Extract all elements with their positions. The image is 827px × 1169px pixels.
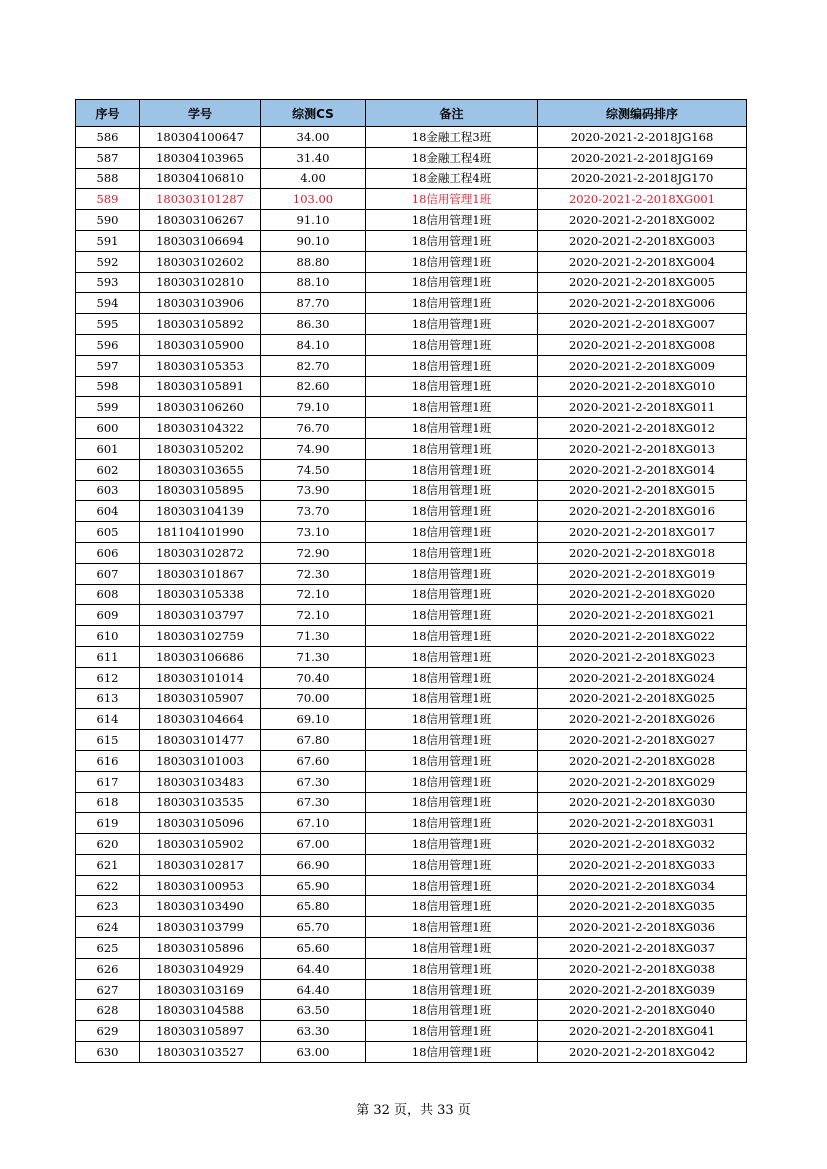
cell-student-id: 180303103655 (140, 459, 261, 480)
cell-code: 2020-2021-2-2018XG038 (538, 958, 747, 979)
table-row (76, 709, 747, 730)
cell-code: 2020-2021-2-2018XG002 (538, 210, 747, 231)
cell-score: 34.00 (261, 127, 366, 148)
table-row (76, 979, 747, 1000)
cell-code: 2020-2021-2-2018XG033 (538, 854, 747, 875)
table-row (76, 626, 747, 647)
cell-seq: 603 (76, 480, 140, 501)
table-row (76, 210, 747, 231)
cell-seq: 620 (76, 834, 140, 855)
cell-seq: 594 (76, 293, 140, 314)
cell-score: 71.30 (261, 626, 366, 647)
cell-note: 18信用管理1班 (366, 189, 538, 210)
cell-student-id: 180304100647 (140, 127, 261, 148)
table-row (76, 397, 747, 418)
cell-student-id: 180303103169 (140, 979, 261, 1000)
cell-note: 18信用管理1班 (366, 917, 538, 938)
cell-code: 2020-2021-2-2018XG028 (538, 750, 747, 771)
table-row (76, 1021, 747, 1042)
cell-student-id: 180304103965 (140, 147, 261, 168)
cell-student-id: 180303102872 (140, 542, 261, 563)
cell-student-id: 180303103797 (140, 605, 261, 626)
table-row (76, 230, 747, 251)
table-row (76, 938, 747, 959)
table-row (76, 563, 747, 584)
cell-seq: 591 (76, 230, 140, 251)
cell-score: 87.70 (261, 293, 366, 314)
cell-code: 2020-2021-2-2018XG006 (538, 293, 747, 314)
cell-seq: 599 (76, 397, 140, 418)
cell-note: 18信用管理1班 (366, 813, 538, 834)
table-row (76, 917, 747, 938)
cell-student-id: 180304106810 (140, 168, 261, 189)
cell-score: 71.30 (261, 646, 366, 667)
cell-score: 79.10 (261, 397, 366, 418)
cell-student-id: 180303103535 (140, 792, 261, 813)
cell-score: 82.60 (261, 376, 366, 397)
cell-student-id: 180303102817 (140, 854, 261, 875)
cell-note: 18信用管理1班 (366, 584, 538, 605)
cell-student-id: 180303105353 (140, 355, 261, 376)
cell-student-id: 180303103483 (140, 771, 261, 792)
cell-student-id: 181104101990 (140, 522, 261, 543)
cell-code: 2020-2021-2-2018XG032 (538, 834, 747, 855)
cell-code: 2020-2021-2-2018JG169 (538, 147, 747, 168)
cell-note: 18信用管理1班 (366, 1021, 538, 1042)
cell-seq: 625 (76, 938, 140, 959)
cell-code: 2020-2021-2-2018XG017 (538, 522, 747, 543)
table-row (76, 251, 747, 272)
cell-code: 2020-2021-2-2018XG001 (538, 189, 747, 210)
cell-score: 31.40 (261, 147, 366, 168)
cell-seq: 609 (76, 605, 140, 626)
cell-code: 2020-2021-2-2018XG018 (538, 542, 747, 563)
cell-note: 18信用管理1班 (366, 646, 538, 667)
cell-code: 2020-2021-2-2018XG031 (538, 813, 747, 834)
cell-seq: 597 (76, 355, 140, 376)
table-row (76, 834, 747, 855)
cell-student-id: 180303104929 (140, 958, 261, 979)
cell-seq: 586 (76, 127, 140, 148)
cell-seq: 619 (76, 813, 140, 834)
cell-code: 2020-2021-2-2018XG010 (538, 376, 747, 397)
cell-student-id: 180303103527 (140, 1042, 261, 1063)
cell-student-id: 180303104588 (140, 1000, 261, 1021)
cell-note: 18信用管理1班 (366, 480, 538, 501)
cell-score: 66.90 (261, 854, 366, 875)
table-row (76, 293, 747, 314)
cell-score: 84.10 (261, 334, 366, 355)
cell-student-id: 180303104664 (140, 709, 261, 730)
cell-student-id: 180303105891 (140, 376, 261, 397)
table-row (76, 314, 747, 335)
cell-score: 67.80 (261, 730, 366, 751)
cell-student-id: 180303102602 (140, 251, 261, 272)
cell-score: 65.60 (261, 938, 366, 959)
cell-score: 70.00 (261, 688, 366, 709)
cell-seq: 623 (76, 896, 140, 917)
cell-student-id: 180303101014 (140, 667, 261, 688)
cell-seq: 621 (76, 854, 140, 875)
cell-seq: 622 (76, 875, 140, 896)
cell-note: 18信用管理1班 (366, 667, 538, 688)
cell-seq: 598 (76, 376, 140, 397)
column-header-score: 综测CS (261, 100, 366, 127)
cell-note: 18信用管理1班 (366, 376, 538, 397)
cell-seq: 604 (76, 501, 140, 522)
cell-student-id: 180303106694 (140, 230, 261, 251)
cell-student-id: 180303105338 (140, 584, 261, 605)
table-body (76, 127, 747, 1063)
cell-note: 18金融工程4班 (366, 147, 538, 168)
cell-student-id: 180303102759 (140, 626, 261, 647)
cell-score: 69.10 (261, 709, 366, 730)
cell-score: 63.00 (261, 1042, 366, 1063)
cell-note: 18信用管理1班 (366, 293, 538, 314)
cell-code: 2020-2021-2-2018XG020 (538, 584, 747, 605)
cell-score: 65.90 (261, 875, 366, 896)
table-row (76, 147, 747, 168)
cell-student-id: 180303105907 (140, 688, 261, 709)
score-table (75, 99, 747, 1063)
table-row (76, 334, 747, 355)
table-row (76, 854, 747, 875)
cell-note: 18信用管理1班 (366, 230, 538, 251)
cell-student-id: 180303105902 (140, 834, 261, 855)
cell-code: 2020-2021-2-2018XG039 (538, 979, 747, 1000)
table-row (76, 355, 747, 376)
cell-code: 2020-2021-2-2018XG021 (538, 605, 747, 626)
cell-seq: 611 (76, 646, 140, 667)
cell-seq: 592 (76, 251, 140, 272)
cell-student-id: 180303100953 (140, 875, 261, 896)
cell-note: 18信用管理1班 (366, 334, 538, 355)
table-row (76, 480, 747, 501)
cell-note: 18信用管理1班 (366, 730, 538, 751)
cell-code: 2020-2021-2-2018XG011 (538, 397, 747, 418)
table-row (76, 542, 747, 563)
cell-code: 2020-2021-2-2018XG012 (538, 418, 747, 439)
cell-score: 73.70 (261, 501, 366, 522)
table-row (76, 459, 747, 480)
cell-code: 2020-2021-2-2018XG008 (538, 334, 747, 355)
cell-code: 2020-2021-2-2018XG015 (538, 480, 747, 501)
cell-note: 18信用管理1班 (366, 563, 538, 584)
column-header-student-id: 学号 (140, 100, 261, 127)
table-row (76, 272, 747, 293)
cell-seq: 595 (76, 314, 140, 335)
cell-code: 2020-2021-2-2018XG023 (538, 646, 747, 667)
cell-code: 2020-2021-2-2018XG040 (538, 1000, 747, 1021)
cell-score: 67.00 (261, 834, 366, 855)
cell-seq: 590 (76, 210, 140, 231)
column-header-note: 备注 (366, 100, 538, 127)
cell-note: 18信用管理1班 (366, 1000, 538, 1021)
cell-score: 90.10 (261, 230, 366, 251)
table-row (76, 646, 747, 667)
cell-student-id: 180303105896 (140, 938, 261, 959)
cell-seq: 612 (76, 667, 140, 688)
cell-note: 18信用管理1班 (366, 834, 538, 855)
cell-score: 88.80 (261, 251, 366, 272)
cell-score: 64.40 (261, 958, 366, 979)
table-row (76, 605, 747, 626)
cell-note: 18信用管理1班 (366, 958, 538, 979)
table-row (76, 438, 747, 459)
cell-note: 18信用管理1班 (366, 771, 538, 792)
cell-seq: 616 (76, 750, 140, 771)
cell-note: 18信用管理1班 (366, 875, 538, 896)
cell-seq: 589 (76, 189, 140, 210)
cell-score: 4.00 (261, 168, 366, 189)
column-header-code: 综测编码排序 (538, 100, 747, 127)
cell-note: 18信用管理1班 (366, 938, 538, 959)
cell-student-id: 180303105897 (140, 1021, 261, 1042)
table-row (76, 750, 747, 771)
table-row (76, 418, 747, 439)
table-row (76, 792, 747, 813)
cell-note: 18信用管理1班 (366, 792, 538, 813)
cell-note: 18信用管理1班 (366, 750, 538, 771)
cell-code: 2020-2021-2-2018XG022 (538, 626, 747, 647)
cell-score: 91.10 (261, 210, 366, 231)
cell-seq: 624 (76, 917, 140, 938)
cell-student-id: 180303104139 (140, 501, 261, 522)
table-header-row (76, 100, 747, 127)
cell-seq: 608 (76, 584, 140, 605)
cell-seq: 626 (76, 958, 140, 979)
cell-score: 67.30 (261, 771, 366, 792)
cell-note: 18信用管理1班 (366, 251, 538, 272)
cell-seq: 593 (76, 272, 140, 293)
cell-student-id: 180303106686 (140, 646, 261, 667)
cell-score: 103.00 (261, 189, 366, 210)
cell-note: 18信用管理1班 (366, 1042, 538, 1063)
cell-seq: 588 (76, 168, 140, 189)
cell-code: 2020-2021-2-2018XG026 (538, 709, 747, 730)
table-row (76, 1000, 747, 1021)
cell-student-id: 180303101003 (140, 750, 261, 771)
cell-code: 2020-2021-2-2018XG034 (538, 875, 747, 896)
cell-code: 2020-2021-2-2018XG041 (538, 1021, 747, 1042)
cell-seq: 600 (76, 418, 140, 439)
cell-code: 2020-2021-2-2018XG007 (538, 314, 747, 335)
cell-code: 2020-2021-2-2018XG004 (538, 251, 747, 272)
cell-code: 2020-2021-2-2018XG037 (538, 938, 747, 959)
cell-score: 67.30 (261, 792, 366, 813)
cell-score: 86.30 (261, 314, 366, 335)
cell-note: 18信用管理1班 (366, 272, 538, 293)
cell-code: 2020-2021-2-2018XG035 (538, 896, 747, 917)
cell-score: 65.70 (261, 917, 366, 938)
cell-seq: 629 (76, 1021, 140, 1042)
cell-code: 2020-2021-2-2018XG019 (538, 563, 747, 584)
cell-seq: 617 (76, 771, 140, 792)
cell-score: 64.40 (261, 979, 366, 1000)
cell-student-id: 180303102810 (140, 272, 261, 293)
table-row (76, 771, 747, 792)
cell-note: 18信用管理1班 (366, 459, 538, 480)
cell-student-id: 180303105096 (140, 813, 261, 834)
cell-score: 67.10 (261, 813, 366, 834)
cell-score: 73.10 (261, 522, 366, 543)
cell-seq: 610 (76, 626, 140, 647)
table-row (76, 813, 747, 834)
cell-seq: 606 (76, 542, 140, 563)
table-row (76, 522, 747, 543)
cell-code: 2020-2021-2-2018XG003 (538, 230, 747, 251)
table-row (76, 127, 747, 148)
cell-seq: 627 (76, 979, 140, 1000)
cell-seq: 618 (76, 792, 140, 813)
cell-seq: 587 (76, 147, 140, 168)
cell-note: 18信用管理1班 (366, 438, 538, 459)
cell-score: 72.30 (261, 563, 366, 584)
cell-seq: 630 (76, 1042, 140, 1063)
cell-seq: 615 (76, 730, 140, 751)
column-header-seq: 序号 (76, 100, 140, 127)
cell-note: 18信用管理1班 (366, 501, 538, 522)
cell-score: 74.50 (261, 459, 366, 480)
cell-score: 72.10 (261, 605, 366, 626)
cell-note: 18信用管理1班 (366, 522, 538, 543)
cell-code: 2020-2021-2-2018XG027 (538, 730, 747, 751)
table-row (76, 584, 747, 605)
cell-score: 72.10 (261, 584, 366, 605)
cell-student-id: 180303106260 (140, 397, 261, 418)
cell-score: 82.70 (261, 355, 366, 376)
cell-student-id: 180303101477 (140, 730, 261, 751)
cell-score: 76.70 (261, 418, 366, 439)
cell-student-id: 180303105895 (140, 480, 261, 501)
cell-seq: 628 (76, 1000, 140, 1021)
cell-seq: 596 (76, 334, 140, 355)
cell-code: 2020-2021-2-2018XG009 (538, 355, 747, 376)
cell-note: 18信用管理1班 (366, 688, 538, 709)
cell-seq: 601 (76, 438, 140, 459)
table-row (76, 168, 747, 189)
table-row (76, 730, 747, 751)
cell-code: 2020-2021-2-2018XG042 (538, 1042, 747, 1063)
cell-student-id: 180303105892 (140, 314, 261, 335)
cell-score: 65.80 (261, 896, 366, 917)
table-row (76, 376, 747, 397)
cell-note: 18信用管理1班 (366, 542, 538, 563)
table-row (76, 189, 747, 210)
cell-note: 18信用管理1班 (366, 605, 538, 626)
cell-student-id: 180303103799 (140, 917, 261, 938)
cell-note: 18信用管理1班 (366, 418, 538, 439)
cell-seq: 607 (76, 563, 140, 584)
cell-code: 2020-2021-2-2018XG036 (538, 917, 747, 938)
cell-code: 2020-2021-2-2018XG016 (538, 501, 747, 522)
cell-score: 67.60 (261, 750, 366, 771)
cell-seq: 613 (76, 688, 140, 709)
cell-student-id: 180303101867 (140, 563, 261, 584)
cell-note: 18信用管理1班 (366, 210, 538, 231)
cell-code: 2020-2021-2-2018XG024 (538, 667, 747, 688)
cell-code: 2020-2021-2-2018JG168 (538, 127, 747, 148)
table-row (76, 667, 747, 688)
cell-code: 2020-2021-2-2018XG014 (538, 459, 747, 480)
cell-score: 74.90 (261, 438, 366, 459)
cell-note: 18信用管理1班 (366, 397, 538, 418)
cell-note: 18信用管理1班 (366, 355, 538, 376)
cell-score: 63.30 (261, 1021, 366, 1042)
cell-seq: 614 (76, 709, 140, 730)
cell-note: 18信用管理1班 (366, 626, 538, 647)
cell-note: 18信用管理1班 (366, 979, 538, 1000)
table-row (76, 875, 747, 896)
cell-seq: 602 (76, 459, 140, 480)
cell-student-id: 180303103490 (140, 896, 261, 917)
cell-student-id: 180303105202 (140, 438, 261, 459)
cell-code: 2020-2021-2-2018XG005 (538, 272, 747, 293)
cell-note: 18金融工程3班 (366, 127, 538, 148)
cell-note: 18信用管理1班 (366, 854, 538, 875)
cell-student-id: 180303105900 (140, 334, 261, 355)
cell-score: 73.90 (261, 480, 366, 501)
cell-code: 2020-2021-2-2018XG029 (538, 771, 747, 792)
table-row (76, 958, 747, 979)
cell-student-id: 180303106267 (140, 210, 261, 231)
cell-score: 72.90 (261, 542, 366, 563)
cell-code: 2020-2021-2-2018XG025 (538, 688, 747, 709)
cell-score: 88.10 (261, 272, 366, 293)
table-row (76, 688, 747, 709)
page-footer: 第 32 页，共 33 页 (356, 1103, 471, 1118)
cell-note: 18金融工程4班 (366, 168, 538, 189)
table-row (76, 1042, 747, 1063)
cell-code: 2020-2021-2-2018JG170 (538, 168, 747, 189)
table-row (76, 896, 747, 917)
cell-score: 63.50 (261, 1000, 366, 1021)
cell-code: 2020-2021-2-2018XG030 (538, 792, 747, 813)
cell-student-id: 180303101287 (140, 189, 261, 210)
cell-student-id: 180303104322 (140, 418, 261, 439)
cell-code: 2020-2021-2-2018XG013 (538, 438, 747, 459)
cell-student-id: 180303103906 (140, 293, 261, 314)
cell-note: 18信用管理1班 (366, 896, 538, 917)
cell-seq: 605 (76, 522, 140, 543)
cell-note: 18信用管理1班 (366, 314, 538, 335)
cell-note: 18信用管理1班 (366, 709, 538, 730)
cell-score: 70.40 (261, 667, 366, 688)
table-row (76, 501, 747, 522)
